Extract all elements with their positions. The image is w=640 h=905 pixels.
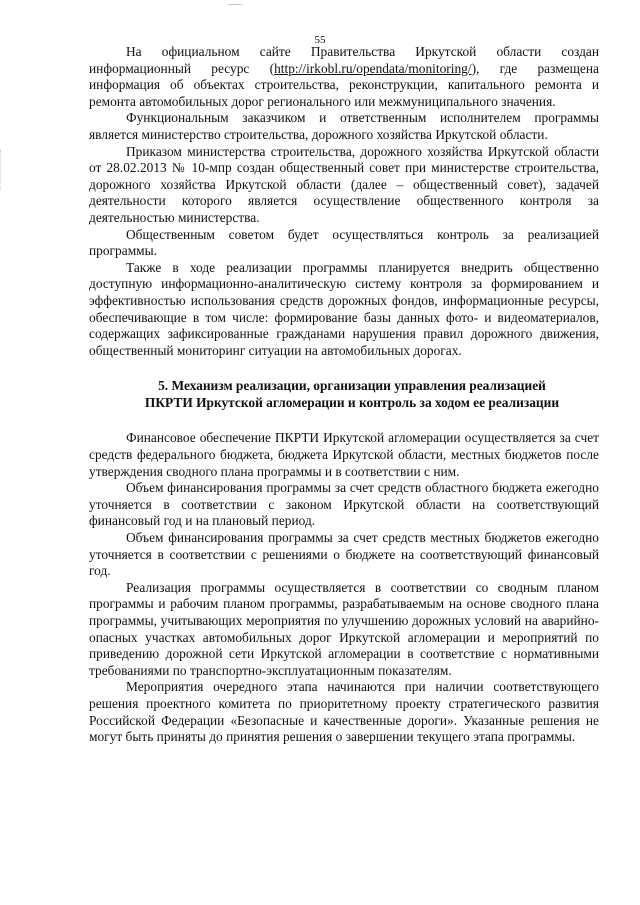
paragraph-text: ), где размещена информация об объектах строительства, реконструкции, капитального ремонта и ремонта автомобильных дорог регионального или межмуниципального значения. <box>89 60 599 109</box>
section-heading-line: 5. Механизм реализации, организации управления реализацией <box>158 378 546 394</box>
paragraph-website-resource <box>89 44 599 110</box>
paragraph-next-stage: Мероприятия очередного этапа начинаются при наличии соответствующего решения проектного комитета по приоритетному проекту стратегического развития Российской Федерации «Безопасные и качественные дороги». Указанные решения не могут быть приняты до принятия решения о завершении текущего этапа программы. <box>89 679 599 745</box>
paragraph-public-council-order: Приказом министерства строительства, дорожного хозяйства Иркутской области от 28.02.2013 № 10-мпр создан общественный совет при министерстве строительства, дорожного хозяйства Иркутской области (далее – общественный совет), задачей деятельности которого является осуществление общественного контроля за деятельностью министерства. <box>89 143 599 225</box>
paragraph-text: На официальном сайте Правительства Иркутской области создан информационный ресурс ( <box>89 44 599 76</box>
document-body <box>89 44 599 746</box>
monitoring-link[interactable]: http://irkobl.ru/opendata/monitoring/ <box>274 60 472 76</box>
section-heading <box>89 378 599 411</box>
margin-scan-artifact <box>0 150 4 190</box>
paragraph-financing: Финансовое обеспечение ПКРТИ Иркутской агломерации осуществляется за счет средств федерального бюджета, бюджета Иркутской области, местных бюджетов после утверждения сводного плана программы и в соответствии с ним. <box>89 430 599 479</box>
page-number: 55 <box>314 34 326 46</box>
paragraph-implementation: Реализация программы осуществляется в соответствии со сводным планом программы и рабочим планом программы, разрабатываемым на основе сводного плана программы, учитывающих мероприятия по улучшению дорожных условий на аварийно-опасных участках автомобильных дорог Иркутской агломерации и мероприятий по приведению дорожной сети Иркутской агломерации в соответствие с нормативными требованиями по транспортно-эксплуатационным показателям. <box>89 579 599 678</box>
paragraph-local-budget: Объем финансирования программы за счет средств местных бюджетов ежегодно уточняется в соответствии с решениями о бюджете на соответствующий финансовый год. <box>89 530 599 579</box>
paragraph-council-control: Общественным советом будет осуществляться контроль за реализацией программы. <box>89 226 599 259</box>
section-heading-line: ПКРТИ Иркутской агломерации и контроль за ходом ее реализации <box>144 394 560 410</box>
paragraph-regional-budget: Объем финансирования программы за счет средств областного бюджета ежегодно уточняется в соответствии с законом Иркутской области на соответствующий финансовый год и на плановый период. <box>89 480 599 529</box>
paragraph-customer: Функциональным заказчиком и ответственным исполнителем программы является министерство строительства, дорожного хозяйства Иркутской области. <box>89 110 599 142</box>
scan-artifact <box>228 4 242 5</box>
paragraph-information-system: Также в ходе реализации программы планируется внедрить общественно доступную информационно-аналитическую систему контроля за формированием и эффективностью использования средств дорожных фондов, информационные ресурсы, обеспечивающие в том числе: формирование базы данных фото- и видеоматериалов, содержащих зафиксированные гражданами нарушения правил дорожного движения, общественный мониторинг ситуации на автомобильных дорогах. <box>89 259 599 358</box>
